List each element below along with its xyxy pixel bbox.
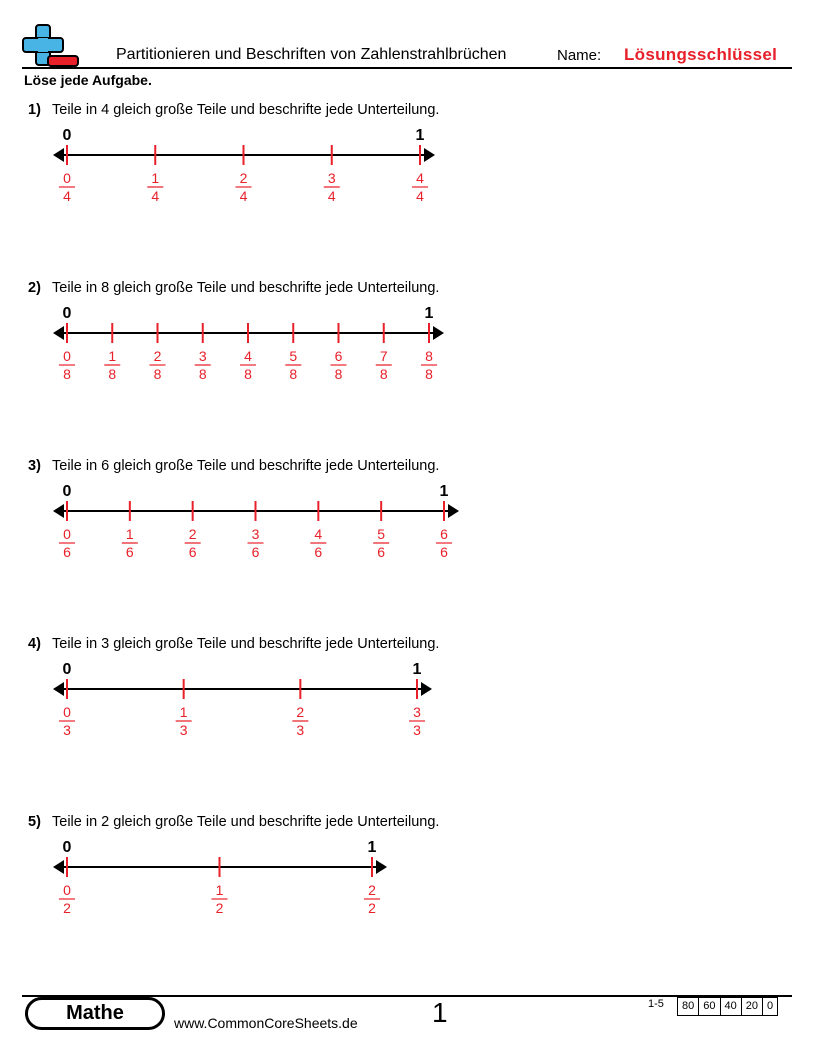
- start-label: 0: [62, 305, 72, 322]
- worksheet-title: Partitionieren und Beschriften von Zahlenstrahlbrüchen: [116, 46, 507, 63]
- fraction-denominator: 2: [368, 900, 376, 916]
- fraction-numerator: 3: [327, 170, 336, 186]
- number-line-5: [40, 832, 460, 922]
- fraction-denominator: 8: [379, 366, 388, 382]
- fraction-numerator: 1: [125, 526, 134, 542]
- problem-1-text: 1) Teile in 4 gleich große Teile und beschrifte jede Unterteilung.: [28, 102, 440, 118]
- start-label: 0: [62, 127, 72, 144]
- fraction-numerator: 4: [416, 170, 424, 186]
- right-arrow-icon: [448, 504, 459, 518]
- number-line-4: [40, 654, 460, 744]
- header-divider: [22, 67, 792, 69]
- name-label: Name:: [557, 47, 602, 64]
- page-number: 1: [432, 997, 448, 1028]
- subject-badge: Mathe: [25, 997, 165, 1030]
- end-label: 1: [367, 839, 377, 856]
- fraction-denominator: 8: [425, 366, 433, 382]
- fraction-denominator: 3: [296, 722, 305, 738]
- left-arrow-icon: [53, 682, 64, 696]
- fraction-numerator: 2: [368, 882, 376, 898]
- fraction-numerator: 1: [108, 348, 117, 364]
- fraction-denominator: 4: [239, 188, 248, 204]
- fraction-denominator: 6: [125, 544, 134, 560]
- fraction-numerator: 2: [153, 348, 162, 364]
- fraction-numerator: 6: [440, 526, 448, 542]
- fraction-denominator: 4: [327, 188, 336, 204]
- right-arrow-icon: [433, 326, 444, 340]
- start-label: 0: [62, 839, 72, 856]
- score-cell: 60: [698, 998, 719, 1015]
- answer-key-label: Lösungsschlüssel: [624, 45, 778, 64]
- math-plus-minus-logo-icon: [22, 24, 80, 68]
- left-arrow-icon: [53, 504, 64, 518]
- fraction-numerator: 0: [63, 704, 71, 720]
- start-label: 0: [62, 483, 72, 500]
- fraction-numerator: 6: [334, 348, 343, 364]
- fraction-numerator: 0: [63, 170, 71, 186]
- fraction-denominator: 8: [153, 366, 162, 382]
- score-cell: 20: [741, 998, 762, 1015]
- fraction-denominator: 8: [244, 366, 252, 382]
- number-line-3: [40, 476, 480, 566]
- fraction-numerator: 2: [188, 526, 197, 542]
- end-label: 1: [415, 127, 425, 144]
- fraction-denominator: 8: [108, 366, 117, 382]
- fraction-numerator: 4: [314, 526, 323, 542]
- fraction-numerator: 3: [251, 526, 260, 542]
- end-label: 1: [439, 483, 449, 500]
- number-line-2: [40, 298, 460, 388]
- fraction-numerator: 3: [413, 704, 421, 720]
- score-cell: 40: [720, 998, 741, 1015]
- problem-3-text: 3) Teile in 6 gleich große Teile und beschrifte jede Unterteilung.: [28, 458, 440, 474]
- fraction-numerator: 3: [198, 348, 207, 364]
- fraction-denominator: 6: [440, 544, 448, 560]
- left-arrow-icon: [53, 860, 64, 874]
- right-arrow-icon: [424, 148, 435, 162]
- right-arrow-icon: [421, 682, 432, 696]
- score-cell: 0: [762, 998, 777, 1015]
- fraction-numerator: 8: [425, 348, 433, 364]
- end-label: 1: [412, 661, 422, 678]
- fraction-numerator: 0: [63, 526, 71, 542]
- fraction-numerator: 7: [379, 348, 388, 364]
- fraction-denominator: 2: [215, 900, 224, 916]
- fraction-denominator: 4: [416, 188, 424, 204]
- score-table: [677, 997, 778, 1016]
- instructions: Löse jede Aufgabe.: [24, 72, 152, 88]
- fraction-numerator: 4: [244, 348, 252, 364]
- problem-2-text: 2) Teile in 8 gleich große Teile und beschrifte jede Unterteilung.: [28, 280, 440, 296]
- fraction-numerator: 5: [377, 526, 386, 542]
- fraction-denominator: 8: [63, 366, 71, 382]
- fraction-numerator: 2: [239, 170, 248, 186]
- fraction-denominator: 8: [334, 366, 343, 382]
- fraction-denominator: 6: [377, 544, 386, 560]
- problem-4-text: 4) Teile in 3 gleich große Teile und beschrifte jede Unterteilung.: [28, 636, 440, 652]
- fraction-numerator: 1: [179, 704, 188, 720]
- problem-5-text: 5) Teile in 2 gleich große Teile und beschrifte jede Unterteilung.: [28, 814, 440, 830]
- fraction-denominator: 3: [413, 722, 421, 738]
- fraction-denominator: 3: [63, 722, 71, 738]
- end-label: 1: [424, 305, 434, 322]
- fraction-numerator: 1: [151, 170, 160, 186]
- fraction-denominator: 2: [63, 900, 71, 916]
- fraction-numerator: 0: [63, 348, 71, 364]
- fraction-denominator: 6: [63, 544, 71, 560]
- fraction-numerator: 0: [63, 882, 71, 898]
- fraction-denominator: 8: [198, 366, 207, 382]
- right-arrow-icon: [376, 860, 387, 874]
- fraction-denominator: 8: [289, 366, 298, 382]
- score-cell: 80: [682, 1000, 695, 1012]
- fraction-denominator: 6: [251, 544, 260, 560]
- score-range: 1-5: [648, 998, 664, 1010]
- fraction-denominator: 6: [188, 544, 197, 560]
- fraction-numerator: 1: [215, 882, 224, 898]
- number-line-1: [40, 120, 460, 210]
- start-label: 0: [62, 661, 72, 678]
- fraction-denominator: 4: [151, 188, 160, 204]
- site-url: www.CommonCoreSheets.de: [174, 1015, 358, 1031]
- fraction-denominator: 3: [179, 722, 188, 738]
- fraction-numerator: 2: [296, 704, 305, 720]
- fraction-denominator: 6: [314, 544, 323, 560]
- left-arrow-icon: [53, 326, 64, 340]
- fraction-denominator: 4: [63, 188, 71, 204]
- left-arrow-icon: [53, 148, 64, 162]
- fraction-numerator: 5: [289, 348, 298, 364]
